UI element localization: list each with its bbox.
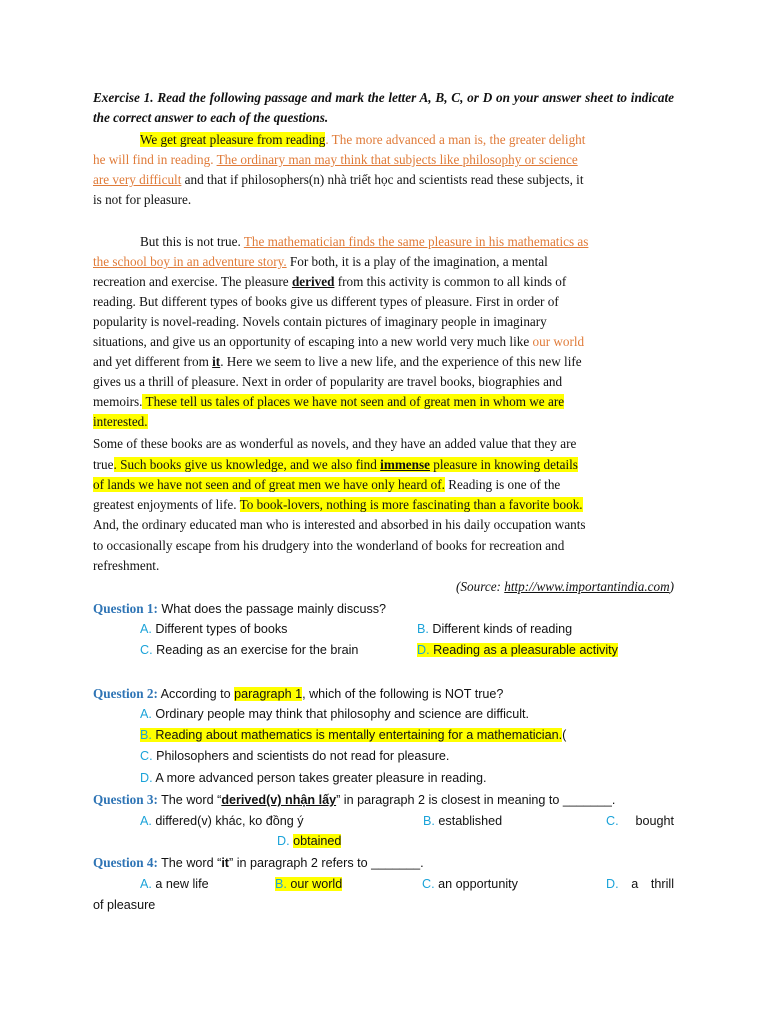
p2-line-3 [93, 273, 674, 290]
highlight-text: of lands we have not seen and of great men we have only heard of. [93, 477, 445, 492]
text: For both, it is a play of the imagination, a mental [286, 254, 548, 269]
option-text: Ordinary people may think that philosophy and science are difficult. [151, 707, 529, 721]
option-letter: A. [140, 877, 152, 891]
option-letter: B. [417, 622, 429, 636]
q1-option-d[interactable] [417, 642, 674, 659]
p3-line-7 [93, 557, 674, 574]
orange-text: our world [532, 334, 585, 349]
question-4 [93, 854, 674, 872]
option-text: A more advanced person takes greater pleasure in reading. [152, 771, 487, 785]
question-text: , which of the following is NOT true? [302, 687, 504, 701]
bold-word: it [221, 856, 230, 870]
text: Reading is one of the [444, 477, 561, 492]
p1-line-1 [140, 131, 674, 148]
option-letter: C. [140, 643, 153, 657]
bold-underlined-word: derived [291, 274, 335, 289]
p2-line-4 [93, 293, 674, 310]
p2-line-9 [93, 393, 674, 410]
q1-option-b[interactable] [417, 621, 674, 638]
option-letter: A. [140, 814, 152, 828]
text: and yet different from [93, 354, 213, 369]
text: true [93, 457, 114, 472]
option-letter: D. [140, 771, 153, 785]
option-text: bought [635, 814, 674, 828]
p2-line-5 [93, 313, 674, 330]
orange-underlined-text: The mathematician finds the same pleasure in his mathematics as [243, 234, 589, 249]
q2-option-d[interactable] [140, 770, 674, 787]
orange-underlined-text: The ordinary man may think that subjects like philosophy or science [216, 152, 578, 167]
p2-line-7 [93, 353, 674, 370]
highlight-text: These tell us tales of places we have not seen and of great men in whom we are [142, 394, 565, 409]
question-1 [93, 600, 674, 618]
option-letter: B. [423, 814, 435, 828]
text: greatest enjoyments of life. [93, 497, 240, 512]
option-text: obtained [293, 834, 342, 848]
text: memoirs. [93, 394, 143, 409]
option-text: Reading as a pleasurable activity [429, 643, 618, 657]
p3-line-3 [93, 476, 674, 493]
option-text: an opportunity [434, 877, 518, 891]
highlight-text: pleasure in knowing details [429, 457, 578, 472]
highlight-text: We get great pleasure from reading [140, 132, 326, 147]
p3-line-1 [93, 435, 674, 452]
q4-option-d[interactable] [606, 876, 674, 893]
question-text: What does the passage mainly discuss? [157, 602, 387, 616]
text: is not for pleasure. [93, 192, 192, 207]
exercise-heading [93, 88, 674, 128]
option-letter: B. [140, 728, 152, 742]
option-letter: C. [140, 749, 153, 763]
text: And, the ordinary educated man who is interested and absorbed in his daily occupation wants [93, 517, 586, 532]
text: . [325, 132, 329, 147]
p1-line-4 [93, 191, 674, 208]
question-label: Question 1: [93, 601, 158, 616]
highlight-text: paragraph 1 [234, 687, 303, 701]
source-prefix: (Source: [456, 579, 505, 594]
text: But this is not true. [140, 234, 244, 249]
q4-option-b[interactable] [275, 876, 395, 893]
q2-option-b[interactable] [140, 727, 674, 744]
option-text: ( [562, 728, 567, 742]
text: and that if philosophers(n) nhà triết học and scientists read these subjects, it [181, 172, 584, 187]
source-line [93, 578, 674, 595]
option-text: differed(v) khác, ko đồng ý [151, 814, 304, 828]
option-letter: D. [277, 834, 290, 848]
text: popularity is novel-reading. Novels contain pictures of imaginary people in imaginary [93, 314, 547, 329]
option-text: established [434, 814, 503, 828]
text: . Here we seem to live a new life, and the experience of this new life [220, 354, 582, 369]
p2-line-6 [93, 333, 674, 350]
p3-line-6 [93, 537, 674, 554]
text: from this activity is common to all kinds of [334, 274, 567, 289]
bold-underlined-word: it [212, 354, 221, 369]
orange-underlined-text: the school boy in an adventure story. [93, 254, 287, 269]
p1-line-3 [93, 171, 674, 188]
option-text: Different kinds of reading [428, 622, 573, 636]
question-label: Question 3: [93, 792, 158, 807]
p1-line-2 [93, 151, 674, 168]
option-text: a thrill [631, 877, 674, 891]
option-letter: D. [606, 877, 619, 891]
question-text: ” in paragraph 2 is closest in meaning to _______. [336, 793, 616, 807]
question-label: Question 4: [93, 855, 158, 870]
option-letter: C. [606, 814, 619, 828]
text: gives us a thrill of pleasure. Next in order of popularity are travel books, biographies and [93, 374, 563, 389]
p2-line-10 [93, 413, 674, 430]
question-3 [93, 791, 674, 809]
bold-underlined-word: immense [380, 457, 430, 472]
text: Some of these books are as wonderful as novels, and they have an added value that they are [93, 436, 577, 451]
option-letter: C. [422, 877, 435, 891]
highlight-text: To book-lovers, nothing is more fascinating than a favorite book. [239, 497, 583, 512]
orange-underlined-text: are very difficult [93, 172, 182, 187]
question-text: According to [157, 687, 235, 701]
option-text: of pleasure [93, 898, 156, 912]
option-letter: B. [275, 877, 287, 891]
text: recreation and exercise. The pleasure [93, 274, 292, 289]
option-letter: A. [140, 707, 152, 721]
option-letter: A. [140, 622, 152, 636]
option-text: Reading as an exercise for the brain [152, 643, 359, 657]
option-text: a new life [151, 877, 209, 891]
q1-option-a[interactable] [140, 621, 400, 638]
question-text: The word “ [157, 856, 222, 870]
q3-option-b[interactable] [423, 813, 573, 830]
q1-option-c[interactable] [140, 642, 400, 659]
p2-line-8 [93, 373, 674, 390]
text: reading. But different types of books give us different types of pleasure. First in order of [93, 294, 559, 309]
q4-option-a[interactable] [140, 876, 270, 893]
question-label: Question 2: [93, 686, 158, 701]
option-letter: D. [417, 643, 430, 657]
question-2 [93, 685, 674, 703]
option-text: Philosophers and scientists do not read for pleasure. [152, 749, 450, 763]
option-text: Reading about mathematics is mentally entertaining for a mathematician. [151, 728, 563, 742]
q4-option-c[interactable] [422, 876, 582, 893]
q2-option-a[interactable] [140, 706, 674, 723]
option-text: Different types of books [151, 622, 288, 636]
heading-text: Exercise 1. Read the following passage and mark the letter A, B, C, or D on your answer sheet to indicate the correct answer to each of the questions. [93, 90, 674, 125]
q3-option-c[interactable] [606, 813, 674, 830]
p3-line-2 [93, 456, 674, 473]
orange-text: The more advanced a man is, the greater delight [328, 132, 586, 147]
p2-line-2 [93, 253, 674, 270]
text: situations, and give us an opportunity of escaping into a new world very much like [93, 334, 533, 349]
q2-option-c[interactable] [140, 748, 674, 765]
p3-line-5 [93, 516, 674, 533]
q3-option-a[interactable] [140, 813, 400, 830]
text: to occasionally escape from his drudgery into the wonderland of books for recreation and [93, 538, 565, 553]
source-suffix: ) [669, 579, 674, 594]
p2-line-1 [140, 233, 674, 250]
highlight-text: . Such books give us knowledge, and we also find [113, 457, 381, 472]
p3-line-4 [93, 496, 674, 513]
orange-text: he will find in reading. [93, 152, 214, 167]
option-text: our world [286, 877, 343, 891]
question-text: ” in paragraph 2 refers to _______. [229, 856, 424, 870]
q4-option-d-continued [93, 897, 674, 914]
highlight-text: interested. [93, 414, 148, 429]
question-text: The word “ [157, 793, 222, 807]
bold-underlined-word: derived(v) nhận lấy [221, 793, 337, 807]
q3-option-d[interactable] [277, 833, 477, 850]
text: refreshment. [93, 558, 160, 573]
source-link[interactable]: http://www.importantindia.com [504, 579, 670, 594]
